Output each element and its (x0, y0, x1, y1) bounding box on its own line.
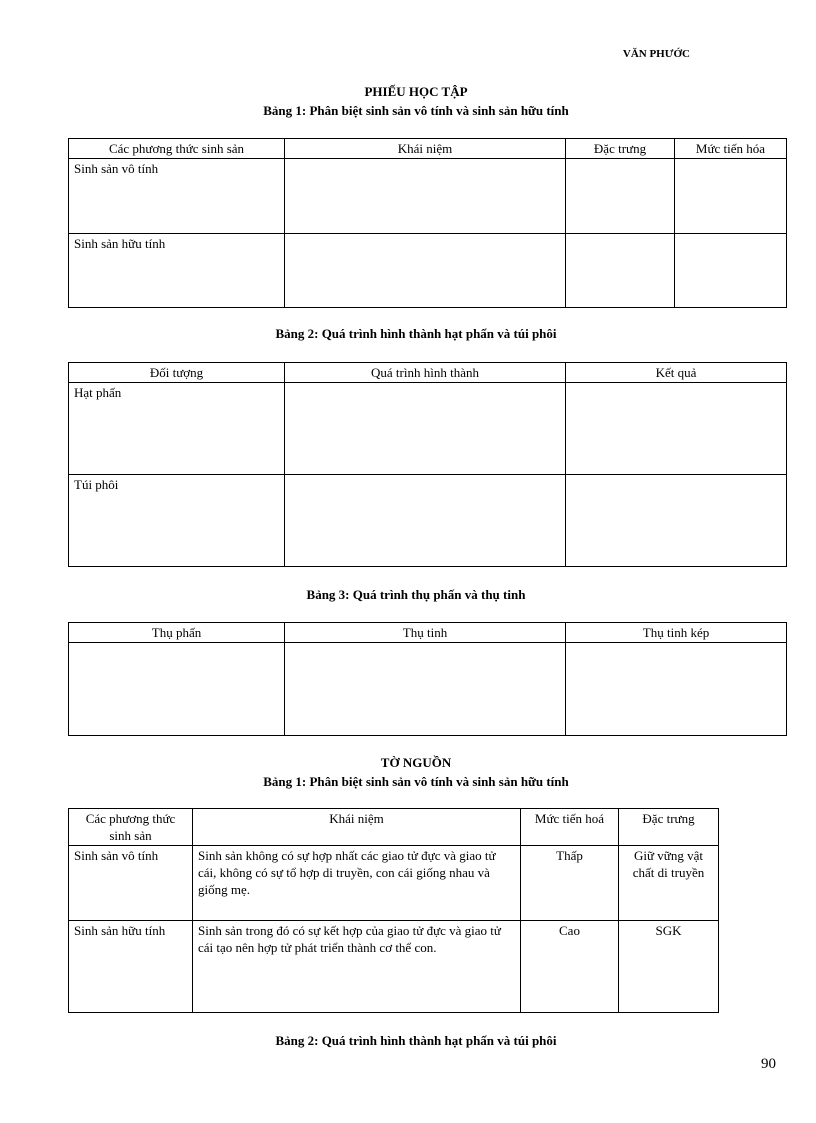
source-title: TỜ NGUỒN (380, 755, 452, 770)
concept-cell: Sinh sản không có sự hợp nhất các giao tử đực và giao tử cái, không có sự tổ hợp di truyền, con cái giống nhau và giống mẹ. (193, 846, 521, 921)
blank-cell (285, 234, 566, 308)
table-header: Thụ tinh kép (566, 623, 787, 643)
row-label: Túi phôi (69, 475, 285, 567)
level-cell: Thấp (521, 846, 619, 921)
table-header: Quá trình hình thành (285, 363, 566, 383)
table-header: Các phương thức sinh sản (69, 809, 193, 846)
blank-cell (566, 475, 787, 567)
table-header: Mức tiến hoá (521, 809, 619, 846)
blank-cell (285, 159, 566, 234)
blank-cell (566, 234, 675, 308)
worksheet-table-1 (68, 138, 787, 308)
worksheet-table-2 (68, 362, 787, 567)
worksheet-table3-caption: Bảng 3: Quá trình thụ phấn và thụ tinh (306, 587, 526, 602)
blank-cell (675, 159, 787, 234)
row-label: Sinh sản hữu tính (69, 921, 193, 1013)
table-header: Đối tượng (69, 363, 285, 383)
blank-cell (285, 475, 566, 567)
blank-cell (675, 234, 787, 308)
worksheet-table-3 (68, 622, 787, 736)
table-header: Thụ phấn (69, 623, 285, 643)
worksheet-table2-caption: Bảng 2: Quá trình hình thành hạt phấn và túi phôi (275, 326, 557, 341)
table-header: Khái niệm (285, 139, 566, 159)
table-header: Thụ tinh (285, 623, 566, 643)
concept-cell: Sinh sản trong đó có sự kết hợp của giao tử đực và giao tử cái tạo nên hợp tử phát triển thành cơ thể con. (193, 921, 521, 1013)
blank-cell (69, 643, 285, 736)
blank-cell (566, 383, 787, 475)
table-header: Đặc trưng (566, 139, 675, 159)
row-label: Sinh sản vô tính (69, 159, 285, 234)
worksheet-title: PHIẾU HỌC TẬP (364, 84, 468, 99)
row-label: Sinh sản vô tính (69, 846, 193, 921)
blank-cell (285, 643, 566, 736)
feature-cell: Giữ vững vật chất di truyền (619, 846, 719, 921)
blank-cell (566, 159, 675, 234)
table-header: Các phương thức sinh sản (69, 139, 285, 159)
level-cell: Cao (521, 921, 619, 1013)
table-header: Đặc trưng (619, 809, 719, 846)
blank-cell (285, 383, 566, 475)
page-number: 90 (761, 1056, 776, 1072)
source-table-1 (68, 808, 719, 1013)
source-table2-caption: Bảng 2: Quá trình hình thành hạt phấn và túi phôi (275, 1033, 557, 1048)
worksheet-table1-caption: Bảng 1: Phân biệt sinh sản vô tính và sinh sản hữu tính (263, 103, 569, 118)
feature-cell: SGK (619, 921, 719, 1013)
author-header: VĂN PHƯỚC (622, 48, 690, 60)
table-header: Kết quả (566, 363, 787, 383)
source-table1-caption: Bảng 1: Phân biệt sinh sản vô tính và sinh sản hữu tính (263, 774, 569, 789)
row-label: Sinh sản hữu tính (69, 234, 285, 308)
blank-cell (566, 643, 787, 736)
row-label: Hạt phấn (69, 383, 285, 475)
table-header: Khái niệm (193, 809, 521, 846)
table-header: Mức tiến hóa (675, 139, 787, 159)
